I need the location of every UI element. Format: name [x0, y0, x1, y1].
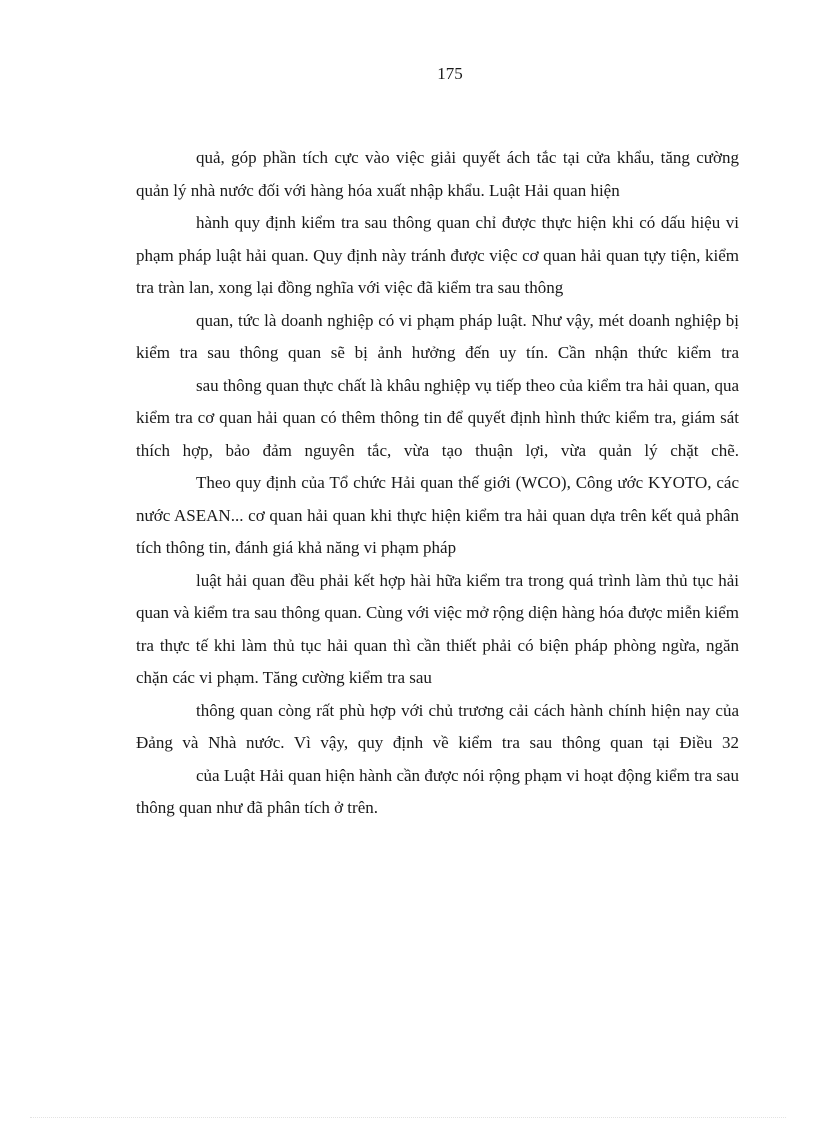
paragraph: quan, tức là doanh nghiệp có vi phạm pháp luật. Như vậy, mét doanh nghiệp bị kiểm tra sau thông quan sẽ bị ảnh hưởng đến uy tín. Cần nhận thức kiểm tra [136, 310, 739, 362]
paragraph: quả, góp phần tích cực vào việc giải quyết ách tắc tại cửa khẩu, tăng cường quản lý nhà nước đối với hàng hóa xuất nhập khẩu. Luật Hải quan hiện [136, 148, 739, 200]
paragraph: Theo quy định của Tổ chức Hải quan thế giới (WCO), Công ước KYOTO, các nước ASEAN... cơ quan hải quan khi thực hiện kiểm tra hải quan dựa trên kết quả phân tích thông tin, đánh giá khả năng vi phạm pháp [136, 473, 739, 557]
body-text [136, 142, 739, 825]
paragraph: thông quan còng rất phù hợp với chủ trương cải cách hành chính hiện nay của Đảng và Nhà nước. Vì vậy, quy định về kiểm tra sau thông quan tại Điều 32 [136, 700, 739, 752]
page-bottom-rule [30, 1117, 786, 1118]
paragraph: sau thông quan thực chất là khâu nghiệp vụ tiếp theo của kiểm tra hải quan, qua kiểm tra cơ quan hải quan có thêm thông tin để quyết định hình thức kiểm tra, giám sát thích hợp, bảo đảm nguyên tắc, vừa tạo thuận lợi, vừa quản lý chặt chẽ. [136, 375, 739, 460]
paragraph: của Luật Hải quan hiện hành cần được nói rộng phạm vi hoạt động kiểm tra sau thông quan như đã phân tích ở trên. [136, 765, 739, 817]
page-number: 175 [437, 64, 463, 83]
paragraph: hành quy định kiểm tra sau thông quan chỉ được thực hiện khi có dấu hiệu vi phạm pháp luật hải quan. Quy định này tránh được việc cơ quan hải quan tựy tiện, kiểm tra tràn lan, xong lại đồng nghĩa với việc đã kiểm tra sau thông [136, 213, 739, 297]
paragraph: luật hải quan đều phải kết hợp hài hữa kiểm tra trong quá trình làm thủ tục hải quan và kiểm tra sau thông quan. Cùng với việc mở rộng diện hàng hóa được miễn kiểm tra thực tế khi làm thủ tục hải quan thì cần thiết phải có biện pháp phòng ngừa, ngăn chặn các vi phạm. Tăng cường kiểm tra sau [136, 570, 739, 687]
